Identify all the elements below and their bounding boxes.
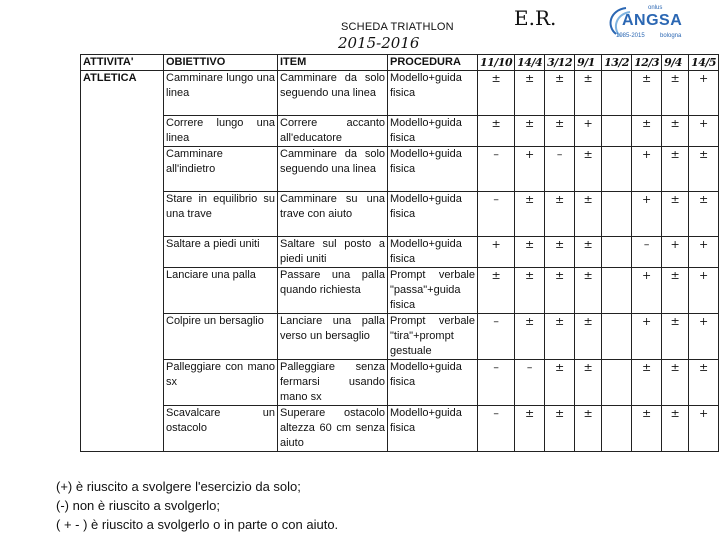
school-year: 2015-2016	[338, 34, 420, 52]
evaluation-mark: ±	[545, 192, 575, 237]
evaluation-mark	[602, 71, 632, 116]
evaluation-mark: +	[689, 237, 719, 268]
table-row	[81, 71, 719, 116]
area-cell: ATLETICA	[81, 71, 164, 452]
column-header: ATTIVITA'	[81, 55, 164, 71]
procedura-cell: Prompt verbale "passa"+guida fisica	[388, 268, 478, 314]
evaluation-mark: +	[515, 147, 545, 192]
procedura-cell: Modello+guida fisica	[388, 360, 478, 406]
activity-table	[80, 54, 719, 452]
evaluation-mark: ±	[632, 360, 662, 406]
evaluation-mark: ±	[662, 116, 689, 147]
evaluation-mark	[602, 147, 632, 192]
evaluation-mark: ±	[575, 192, 602, 237]
item-cell: Camminare da solo seguendo una linea	[278, 71, 388, 116]
evaluation-mark: +	[689, 406, 719, 452]
obiettivo-cell: Correre lungo una linea	[164, 116, 278, 147]
legend	[56, 477, 338, 534]
column-header: PROCEDURA	[388, 55, 478, 71]
table-row	[81, 268, 719, 314]
evaluation-mark: ±	[515, 116, 545, 147]
evaluation-mark: ±	[575, 71, 602, 116]
evaluation-mark: ±	[545, 406, 575, 452]
procedura-cell: Modello+guida fisica	[388, 71, 478, 116]
evaluation-mark: ±	[632, 406, 662, 452]
legend-line: ( + - ) è riuscito a svolgerlo o in parte o con aiuto.	[56, 517, 339, 532]
logo-city: bologna	[660, 33, 682, 39]
evaluation-mark: –	[478, 314, 515, 360]
table-row	[81, 314, 719, 360]
date-header: 14/5	[689, 55, 719, 71]
evaluation-mark: +	[689, 71, 719, 116]
date-header: 3/12	[545, 55, 575, 71]
evaluation-mark: ±	[515, 268, 545, 314]
table-row	[81, 192, 719, 237]
item-cell: Camminare su una trave con aiuto	[278, 192, 388, 237]
evaluation-mark: ±	[632, 71, 662, 116]
evaluation-mark: ±	[515, 237, 545, 268]
evaluation-mark	[602, 360, 632, 406]
date-header: 13/2	[602, 55, 632, 71]
evaluation-mark	[602, 406, 632, 452]
evaluation-mark: ±	[575, 268, 602, 314]
evaluation-mark: ±	[545, 237, 575, 268]
evaluation-mark: ±	[515, 71, 545, 116]
evaluation-mark: ±	[662, 147, 689, 192]
procedura-cell: Modello+guida fisica	[388, 406, 478, 452]
evaluation-mark: +	[662, 237, 689, 268]
column-header: ITEM	[278, 55, 388, 71]
evaluation-mark: ±	[575, 406, 602, 452]
evaluation-mark: ±	[545, 268, 575, 314]
evaluation-mark: +	[632, 268, 662, 314]
evaluation-mark: ±	[515, 406, 545, 452]
evaluation-mark	[602, 116, 632, 147]
obiettivo-cell: Colpire un bersaglio	[164, 314, 278, 360]
logo-years: 1985-2015	[616, 33, 645, 39]
logo-onlus: onlus	[648, 5, 663, 11]
obiettivo-cell: Saltare a piedi uniti	[164, 237, 278, 268]
legend-line: (-) non è riuscito a svolgerlo;	[56, 498, 221, 513]
evaluation-mark: ±	[478, 268, 515, 314]
evaluation-mark: ±	[545, 360, 575, 406]
evaluation-mark: –	[632, 237, 662, 268]
legend-line: (+) è riuscito a svolgere l'esercizio da solo;	[56, 479, 301, 494]
table-row	[81, 147, 719, 192]
obiettivo-cell: Camminare all'indietro	[164, 147, 278, 192]
evaluation-mark: ±	[515, 192, 545, 237]
table-row	[81, 360, 719, 406]
angsa-logo	[604, 4, 700, 44]
evaluation-mark: –	[478, 147, 515, 192]
evaluation-mark: ±	[478, 71, 515, 116]
date-header: 11/10	[478, 55, 515, 71]
evaluation-mark: ±	[662, 192, 689, 237]
obiettivo-cell: Lanciare una palla	[164, 268, 278, 314]
evaluation-mark: ±	[632, 116, 662, 147]
evaluation-mark: +	[478, 237, 515, 268]
evaluation-mark: –	[478, 406, 515, 452]
evaluation-mark: ±	[575, 237, 602, 268]
table-row	[81, 406, 719, 452]
page-title: SCHEDA TRIATHLON	[341, 21, 454, 33]
evaluation-mark: ±	[545, 71, 575, 116]
obiettivo-cell: Stare in equilibrio su una trave	[164, 192, 278, 237]
date-header: 9/4	[662, 55, 689, 71]
evaluation-mark: –	[545, 147, 575, 192]
evaluation-mark	[602, 192, 632, 237]
evaluation-mark: ±	[575, 314, 602, 360]
evaluation-mark: ±	[478, 116, 515, 147]
item-cell: Saltare sul posto a piedi uniti	[278, 237, 388, 268]
obiettivo-cell: Palleggiare con mano sx	[164, 360, 278, 406]
evaluation-mark: ±	[575, 360, 602, 406]
item-cell: Palleggiare senza fermarsi usando mano sx	[278, 360, 388, 406]
date-header: 12/3	[632, 55, 662, 71]
table-row	[81, 237, 719, 268]
procedura-cell: Modello+guida fisica	[388, 147, 478, 192]
procedura-cell: Modello+guida fisica	[388, 116, 478, 147]
evaluation-mark: ±	[662, 268, 689, 314]
evaluation-mark: ±	[689, 192, 719, 237]
evaluation-mark: ±	[689, 360, 719, 406]
item-cell: Lanciare una palla verso un bersaglio	[278, 314, 388, 360]
logo-name: ANGSA	[622, 12, 683, 29]
evaluation-mark: ±	[545, 314, 575, 360]
procedura-cell: Modello+guida fisica	[388, 237, 478, 268]
evaluation-mark: +	[689, 314, 719, 360]
date-header: 9/1	[575, 55, 602, 71]
evaluation-mark: +	[632, 314, 662, 360]
evaluation-mark: ±	[662, 71, 689, 116]
evaluation-mark	[602, 268, 632, 314]
procedura-cell: Modello+guida fisica	[388, 192, 478, 237]
evaluation-mark	[602, 314, 632, 360]
evaluation-mark: +	[632, 147, 662, 192]
evaluation-mark: +	[575, 116, 602, 147]
evaluation-mark	[602, 237, 632, 268]
evaluation-mark: ±	[515, 314, 545, 360]
evaluation-mark: ±	[662, 360, 689, 406]
evaluation-mark: –	[478, 192, 515, 237]
evaluation-mark: +	[689, 116, 719, 147]
table-body	[81, 71, 719, 452]
evaluation-mark: ±	[662, 406, 689, 452]
evaluation-mark: –	[515, 360, 545, 406]
column-header: OBIETTIVO	[164, 55, 278, 71]
evaluation-mark: –	[478, 360, 515, 406]
item-cell: Correre accanto all'educatore	[278, 116, 388, 147]
evaluation-mark: ±	[545, 116, 575, 147]
evaluation-mark: +	[689, 268, 719, 314]
item-cell: Passare una palla quando richiesta	[278, 268, 388, 314]
evaluation-mark: ±	[662, 314, 689, 360]
evaluation-mark: +	[632, 192, 662, 237]
obiettivo-cell: Scavalcare un ostacolo	[164, 406, 278, 452]
evaluation-mark: ±	[689, 147, 719, 192]
obiettivo-cell: Camminare lungo una linea	[164, 71, 278, 116]
header-initials: E.R.	[514, 6, 557, 30]
date-header: 14/4	[515, 55, 545, 71]
item-cell: Camminare da solo seguendo una linea	[278, 147, 388, 192]
item-cell: Superare ostacolo altezza 60 cm senza aiuto	[278, 406, 388, 452]
procedura-cell: Prompt verbale "tira"+prompt gestuale	[388, 314, 478, 360]
evaluation-mark: ±	[575, 147, 602, 192]
table-row	[81, 116, 719, 147]
table-header-row	[81, 55, 719, 71]
